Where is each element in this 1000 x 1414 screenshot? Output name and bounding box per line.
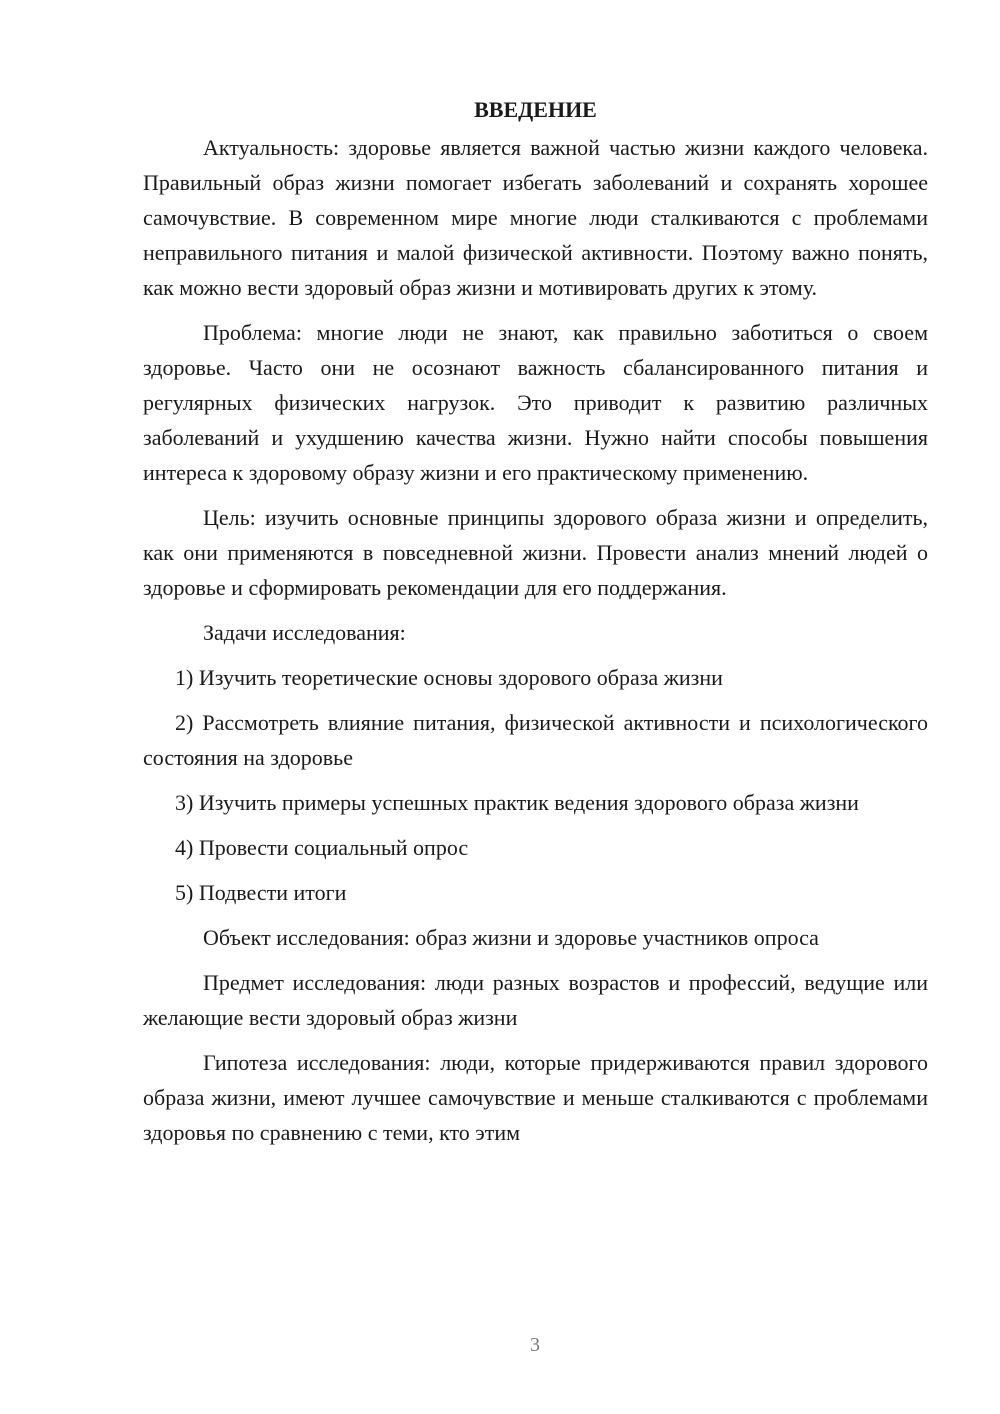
task-item-1: 1) Изучить теоретические основы здорового образа жизни [175,665,723,690]
task-item-5: 5) Подвести итоги [175,880,347,905]
task-item-2: 2) Рассмотреть влияние питания, физической активности и психологического состояния на здоровье [143,710,928,770]
subject-paragraph: Предмет исследования: люди разных возрастов и профессий, ведущие или желающие вести здоровый образ жизни [143,970,928,1030]
page-title: ВВЕДЕНИЕ [474,97,597,122]
problem-paragraph: Проблема: многие люди не знают, как правильно заботиться о своем здоровье. Часто они не осознают важность сбалансированного питания и регулярных физических нагрузок. Это приводит к развитию различных заболеваний и ухудшению качества жизни. Нужно найти способы повышения интереса к здоровому образу жизни и его практическому применению. [143,320,928,485]
goal-paragraph: Цель: изучить основные принципы здорового образа жизни и определить, как они применяются в повседневной жизни. Провести анализ мнений людей о здоровье и сформировать рекомендации для его поддержания. [143,505,928,600]
relevance-paragraph: Актуальность: здоровье является важной частью жизни каждого человека. Правильный образ жизни помогает избегать заболеваний и сохранять хорошее самочувствие. В современном мире многие люди сталкиваются с проблемами неправильного питания и малой физической активности. Поэтому важно понять, как можно вести здоровый образ жизни и мотивировать других к этому. [143,135,928,300]
object-paragraph: Объект исследования: образ жизни и здоровье участников опроса [203,925,819,950]
page-number: 3 [530,1334,540,1356]
task-item-4: 4) Провести социальный опрос [175,835,469,860]
task-item-3: 3) Изучить примеры успешных практик ведения здорового образа жизни [175,790,859,815]
hypothesis-paragraph: Гипотеза исследования: люди, которые придерживаются правил здорового образа жизни, имеют лучшее самочувствие и меньше сталкиваются с проблемами здоровья по сравнению с теми, кто этим [143,1050,928,1145]
tasks-heading: Задачи исследования: [203,620,406,645]
page-content [143,92,928,1160]
